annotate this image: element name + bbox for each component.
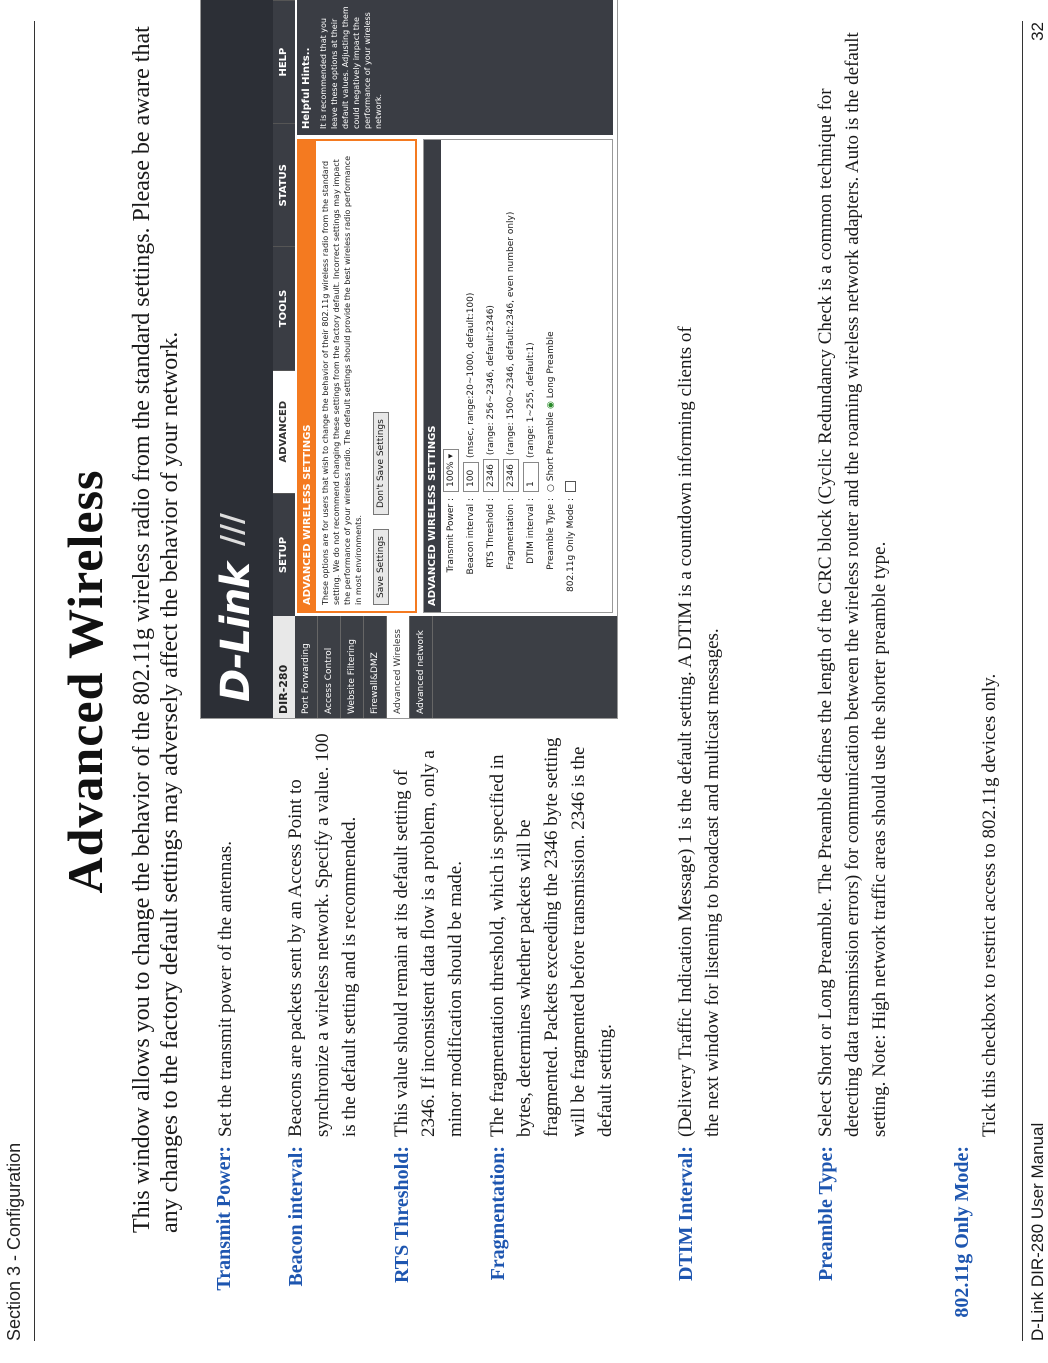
- dtim-interval-hint: (range: 1~255, default:1): [526, 342, 536, 458]
- main-panel: [297, 139, 613, 613]
- label-dtim-interval: DTIM Interval:: [675, 1146, 697, 1281]
- footer-manual-title: D-Link DIR-280 User Manual: [1028, 1122, 1047, 1341]
- 80211g-only-checkbox[interactable]: [565, 481, 576, 492]
- transmit-power-label: Transmit Power :: [446, 498, 456, 573]
- tab-status[interactable]: STATUS: [273, 123, 295, 246]
- desc-80211g-only-mode: Tick this checkbox to restrict access to 802.11g devices only.: [979, 673, 1000, 1137]
- page-number: 32: [1028, 22, 1047, 41]
- header-rule: [34, 21, 35, 1341]
- sidebar-item-firewall-dmz[interactable]: Firewall&DMZ: [364, 616, 387, 718]
- dont-save-settings-button[interactable]: Don't Save Settings: [373, 412, 389, 515]
- dtim-interval-input[interactable]: 1: [523, 462, 539, 492]
- save-settings-button[interactable]: Save Settings: [373, 529, 389, 605]
- settings-form-box: [423, 139, 613, 613]
- row-dtim-interval: [521, 140, 541, 612]
- tab-setup[interactable]: SETUP: [273, 493, 295, 616]
- short-preamble-radio[interactable]: ○: [546, 484, 556, 492]
- row-80211g-only: [561, 140, 581, 612]
- settings-intro-title: ADVANCED WIRELESS SETTINGS: [299, 141, 316, 611]
- router-screenshot: [200, 0, 618, 719]
- sidebar-item-advanced-wireless[interactable]: Advanced Wireless: [387, 616, 410, 718]
- dlink-banner: [201, 0, 273, 718]
- label-transmit-power: Transmit Power:: [213, 1146, 235, 1291]
- label-fragmentation: Fragmentation:: [487, 1146, 509, 1281]
- label-rts-threshold: RTS Threshold:: [391, 1146, 413, 1283]
- banner-slashes: ///: [215, 513, 250, 546]
- short-preamble-label: Short Preamble: [546, 411, 556, 482]
- row-rts-threshold: [481, 140, 501, 612]
- intro-paragraph: This window allows you to change the behavior of the 802.11g wireless radio from the standard settings. Please be aware that any changes to the factory default settings may adversely affect the behavior of your network.: [129, 26, 183, 1233]
- fragmentation-label: Fragmentation :: [506, 498, 516, 570]
- fragmentation-input[interactable]: 2346: [503, 459, 519, 492]
- label-preamble-type: Preamble Type:: [815, 1146, 837, 1281]
- tab-advanced[interactable]: ADVANCED: [273, 370, 295, 493]
- row-preamble-type: [541, 140, 561, 612]
- desc-rts-threshold: This value should remain at its default setting of 2346. If inconsistent data flow is a problem, only a minor modification should be made.: [391, 750, 466, 1137]
- sidebar-item-port-forwarding[interactable]: Port Forwarding: [295, 616, 318, 718]
- model-label: DIR-280: [273, 616, 295, 718]
- rts-threshold-hint: (range: 256~2346, default:2346): [486, 305, 496, 456]
- dlink-logo: D-Link: [213, 563, 259, 702]
- beacon-interval-label: Beacon interval :: [466, 498, 476, 575]
- help-title: Helpful Hints..: [301, 47, 312, 129]
- desc-dtim-interval: (Delivery Traffic Indication Message) 1 is the default setting. A DTIM is a countdown informing clients of the next window for listening to broadcast and multicast messages.: [675, 326, 723, 1137]
- row-beacon-interval: [461, 140, 481, 612]
- settings-form-title: ADVANCED WIRELESS SETTINGS: [424, 140, 441, 612]
- rts-threshold-input[interactable]: 2346: [483, 459, 499, 492]
- row-fragmentation: [501, 140, 521, 612]
- preamble-type-label: Preamble Type :: [546, 498, 556, 570]
- fragmentation-hint: (range: 1500~2346, default:2346, even number only): [506, 211, 516, 456]
- desc-transmit-power: Set the transmit power of the antennas.: [215, 840, 236, 1137]
- tab-tools[interactable]: TOOLS: [273, 246, 295, 369]
- row-transmit-power: [441, 140, 461, 612]
- beacon-interval-input[interactable]: 100: [463, 462, 479, 492]
- desc-preamble-type: Select Short or Long Preamble. The Preamble defines the length of the CRC block (Cyclic Redundancy Check is a common technique for detecting data transmission errors) for communication between the wireless router and the roaming wireless network adapters. Auto is the default setting. Note: High network traffic areas should use the shorter preamble type.: [815, 32, 890, 1137]
- help-text: It is recommended that you leave these options at their default values. Adjusting them could negatively impact the performance of your wireless network.: [319, 6, 383, 129]
- help-panel: [297, 0, 613, 135]
- label-beacon-interval: Beacon interval:: [285, 1146, 307, 1287]
- settings-intro-text: These options are for users that wish to change the behavior of their 802.11g wireless radio from the standard setting. We do not recommend changing these settings from the factory default. Incorrect settings may impact the performance of your wireless radio. The default settings should provide the best wireless radio performance in most environments.: [321, 155, 363, 605]
- rts-threshold-label: RTS Threshold :: [486, 498, 496, 568]
- top-nav: [273, 0, 295, 616]
- chevron-down-icon: ▾: [446, 453, 456, 459]
- page-title: Advanced Wireless: [57, 469, 113, 894]
- desc-fragmentation: The fragmentation threshold, which is specified in bytes, determines whether packets will be fragmented. Packets exceeding the 2346 byte setting will be fragmented before transmission. 2346 is the default setting.: [487, 737, 616, 1137]
- beacon-interval-hint: (msec, range:20~1000, default:100): [466, 292, 476, 458]
- transmit-power-select[interactable]: 100% ▾: [443, 449, 459, 492]
- long-preamble-label: Long Preamble: [546, 331, 556, 399]
- section-header: Section 3 - Configuration: [4, 1142, 24, 1341]
- footer-rule: [1022, 21, 1023, 1341]
- desc-beacon-interval: Beacons are packets sent by an Access Point to synchronize a wireless network. Specify a value. 100 is the default setting and is recommended.: [285, 733, 360, 1137]
- dtim-interval-label: DTIM interval :: [526, 498, 536, 564]
- sidebar-item-access-control[interactable]: Access Control: [318, 616, 341, 718]
- settings-intro-box: [297, 139, 417, 613]
- sidebar-item-website-filtering[interactable]: Website Filtering: [341, 616, 364, 718]
- 80211g-only-label: 802.11g Only Mode :: [566, 498, 576, 592]
- sidebar: [295, 616, 617, 718]
- long-preamble-radio[interactable]: ◉: [546, 401, 556, 410]
- label-80211g-only-mode: 802.11g Only Mode:: [951, 1146, 973, 1318]
- tab-help[interactable]: HELP: [273, 0, 295, 123]
- sidebar-item-advanced-network[interactable]: Advanced network: [410, 616, 433, 718]
